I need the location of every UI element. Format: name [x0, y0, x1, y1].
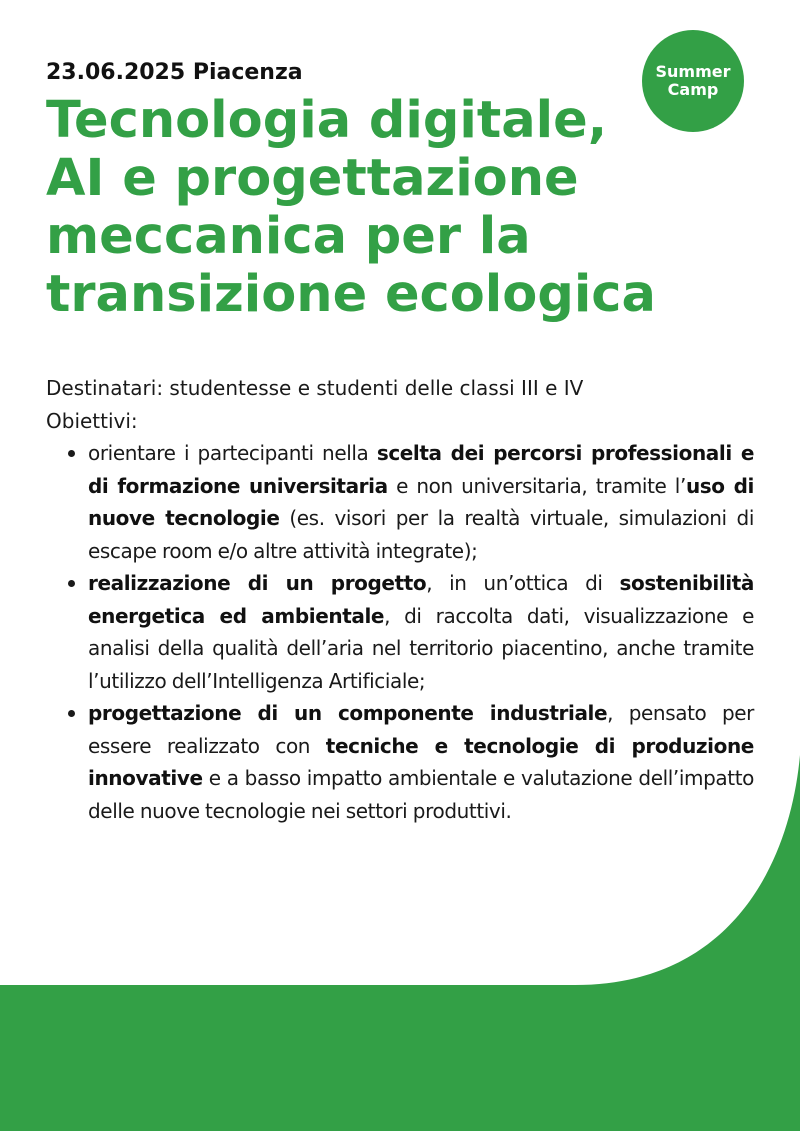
objective-highlight: uso di nuove tecnologie	[88, 473, 754, 530]
objective-text: , in un’ottica di	[426, 571, 620, 595]
objective-item	[88, 567, 754, 697]
title-line: meccanica per la	[46, 207, 531, 266]
bullet-dot-icon	[68, 450, 75, 457]
objective-text: e non universitaria, tramite l’	[387, 473, 686, 498]
badge-line: Camp	[667, 80, 719, 99]
title-line: AI e progettazione	[46, 149, 579, 208]
objective-highlight: progettazione di un componente industriale	[88, 701, 608, 725]
date-location: 23.06.2025 Piacenza	[46, 60, 303, 85]
badge-line: Summer	[655, 62, 731, 81]
objective-highlight: scelta dei percorsi professionali e di formazione universitaria	[88, 441, 754, 498]
objective-text: orientare i partecipanti nella	[88, 441, 377, 465]
bullet-dot-icon	[68, 710, 75, 717]
objective-text: (es. visori per la realtà virtuale, simulazioni di escape room e/o altre attività integrate);	[88, 506, 754, 563]
audience-line: Destinatari: studentesse e studenti delle classi III e IV	[46, 376, 584, 400]
objective-text: , di raccolta dati, visualizzazione e analisi della qualità dell’aria nel territorio piacentino, anche tramite l’utilizzo dell’Intelligenza Artificiale;	[88, 603, 754, 693]
body-content	[46, 372, 754, 827]
objective-text: , pensato per essere realizzato con	[88, 701, 754, 758]
objective-text: e a basso impatto ambientale e valutazione dell’impatto delle nuove tecnologie nei settori produttivi.	[88, 766, 754, 823]
objective-highlight: sostenibilità energetica ed ambientale	[88, 571, 754, 628]
objective-highlight: realizzazione di un progetto	[88, 571, 427, 595]
bullet-dot-icon	[68, 580, 75, 587]
summer-camp-badge	[642, 30, 744, 132]
objective-item	[88, 437, 754, 567]
page-title	[46, 92, 746, 324]
objectives-list	[46, 437, 754, 827]
objective-highlight: tecniche e tecnologie di produzione innovative	[88, 733, 754, 790]
objective-item	[88, 697, 754, 827]
title-line: Tecnologia digitale,	[46, 91, 608, 150]
objectives-label: Obiettivi:	[46, 408, 138, 433]
title-line: transizione ecologica	[46, 265, 656, 324]
